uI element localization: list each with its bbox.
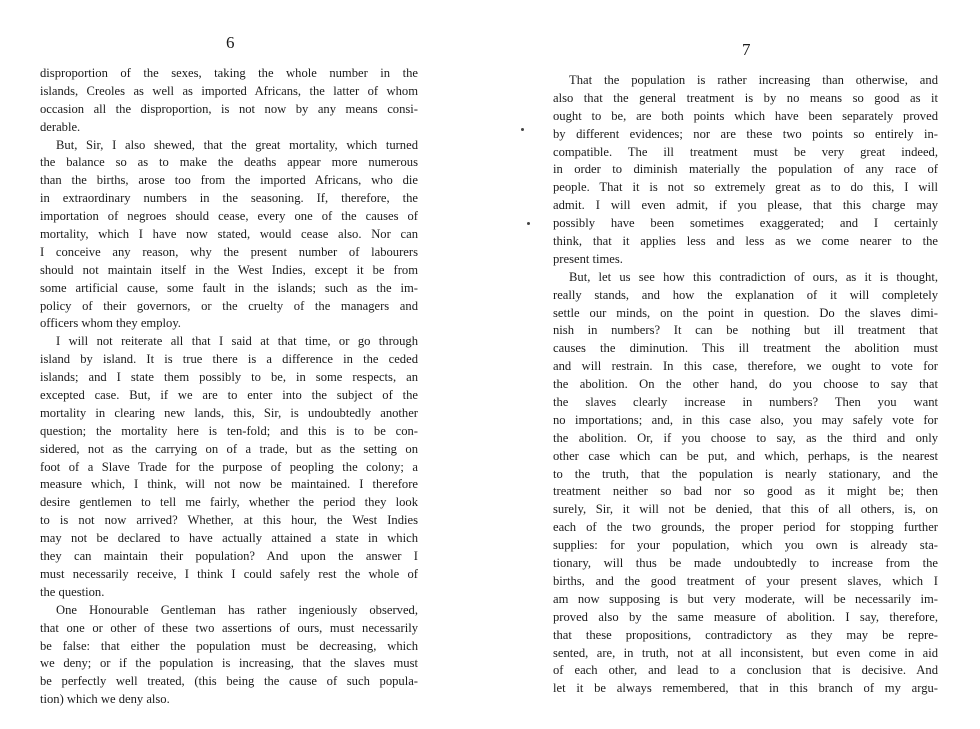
text-line: the slaves clearly increase in numbers? Then you want [553,395,938,410]
text-line: of each other, and lead to a conclusion that is decisive. And [553,663,938,678]
text-line: treatment neither so bad nor so good as it might be; then [553,484,938,499]
text-line: mortality, which I have now stated, would cease also. Nor can [40,227,418,242]
text-line: that these propositions, contradictory as they may be repre- [553,627,938,642]
text-line: surely, Sir, it will not be denied, that this of all others, is, on [553,502,938,517]
text-line: excepted case. But, if we are to enter into the subject of the [40,388,418,403]
text-line: islands, Creoles as well as imported Africans, the latter of whom [40,83,418,98]
text-line: causes the diminution. This ill treatment the abolition must [553,341,938,356]
text-line: that one or other of these two assertions of ours, must necessarily [40,620,418,635]
right-page-text [553,72,938,698]
text-line: may not be declared to have actually attained a state in which [40,531,418,546]
text-line: I will not reiterate all that I said at that time, or go through [56,334,418,349]
text-line: the question. [40,584,105,599]
margin-dot [521,128,524,131]
text-line: the abolition. On the other hand, do you choose to say that [553,377,938,392]
text-line: compatible. The ill treatment must be very great indeed, [553,144,938,159]
text-line: we deny; or if the population is increasing, that the slaves must [40,656,418,671]
text-line: One Honourable Gentleman has rather ingeniously observed, [56,602,418,617]
text-line: by different evidences; nor are these two points so entirely in- [553,126,938,141]
text-line: people. That it is not so extremely great as to do this, I will [553,180,938,195]
text-line: to is not now arrived? Whether, at this hour, the West Indies [40,513,418,528]
text-line: sented, are, in truth, not at all inconsistent, but even come in aid [553,645,938,660]
text-line: mortality in clearing new lands, this, Sir, is undoubtedly another [40,405,418,420]
text-line: must necessarily receive, I think I could safely rest the whole of [40,566,418,581]
text-line: really stands, and how the explanation of it will completely [553,287,938,302]
text-line: settle our minds, on the point in question. Do the slaves dimi- [553,305,938,320]
margin-dot [527,222,530,225]
text-line: think, that it applies less and less as we come nearer to the [553,234,938,249]
text-line: islands; and I state them possibly to be, in some respects, an [40,370,418,385]
left-page-text [40,65,418,709]
text-line: policy of their governors, or the cruelty of the managers and [40,298,418,313]
text-line: in order to diminish materially the population of any race of [553,162,938,177]
text-line: disproportion of the sexes, taking the whole number in the [40,66,418,80]
text-line: island by island. It is true there is a difference in the ceded [40,352,418,367]
text-line: That the population is rather increasing than otherwise, and [569,73,938,87]
text-line: the balance so as to make the deaths appear more numerous [40,155,418,170]
text-line: I conceive any reason, why the present number of labourers [40,244,418,259]
text-line: present times. [553,251,623,266]
text-line: possibly have been sometimes exaggerated; and I certainly [553,216,938,231]
text-line: be perfectly well treated, (this being the cause of such popula- [40,674,418,689]
text-line: sidered, not as the carrying on of a trade, but as the setting on [40,441,418,456]
right-page-number: 7 [742,40,751,59]
text-line: But, let us see how this contradiction of ours, as it is thought, [569,269,938,284]
text-line: some artificial cause, some fault in the islands; such as the im- [40,280,418,295]
left-page [0,0,480,729]
text-line: occasion all the disproportion, is not now by any means consi- [40,101,418,116]
text-line: tionary, will thus be made undoubtedly to increase from the [553,556,938,571]
text-line: in extraordinary numbers in the seasoning. If, therefore, the [40,191,418,206]
text-line: other case which can be put, and which, perhaps, is the nearest [553,448,938,463]
text-line: measure which, I think, will not now be maintained. I therefore [40,477,418,492]
text-line: ought to be, are both points which have been separately proved [553,108,938,123]
text-line: than the births, arose too from the imported Africans, who die [40,173,418,188]
text-line: admit. I will even admit, if you please, that this charge may [553,198,938,213]
text-line: question; the mortality here is ten-fold; and this is to be con- [40,423,418,438]
text-line: desire gentlemen to tell me fairly, whether the period they look [40,495,418,510]
text-line: let it be always remembered, that in this branch of my argu- [553,681,938,696]
text-line: no importations; and, in this case also, you may safely vote for [553,412,938,427]
text-line: births, and the good treatment of your present slaves, which I [553,573,938,588]
text-line: should not maintain itself in the West Indies, except it be from [40,262,418,277]
text-line: to the truth, that the population is nearly stationary, and the [553,466,938,481]
text-line: But, Sir, I also shewed, that the great mortality, which turned [56,137,418,152]
text-line: each of the two grounds, the proper period for stopping further [553,520,938,535]
text-line: they can maintain their population? And upon the answer I [40,549,418,564]
text-line: be false: that either the population must be decreasing, which [40,638,418,653]
text-line: importation of negroes should cease, every one of the causes of [40,209,418,224]
text-line: derable. [40,119,81,134]
left-page-number: 6 [226,33,235,52]
text-line: am now supposing is but very moderate, will be necessarily im- [553,591,938,606]
text-line: tion) which we deny also. [40,692,170,707]
text-line: officers whom they employ. [40,316,181,331]
text-line: and will restrain. In this case, therefore, we ought to vote for [553,359,938,374]
text-line: proved also by the same measure of abolition. I say, therefore, [553,609,938,624]
text-line: supplies: for your population, which you own is already sta- [553,538,938,553]
right-page [505,0,980,729]
text-line: nish in numbers? It can be nothing but ill treatment that [553,323,938,338]
text-line: the abolition. Or, if you choose to say, as the third and only [553,430,938,445]
text-line: foot of a Slave Trade for the purpose of peopling the colony; a [40,459,418,474]
text-line: also that the general treatment is by no means so good as it [553,90,938,105]
